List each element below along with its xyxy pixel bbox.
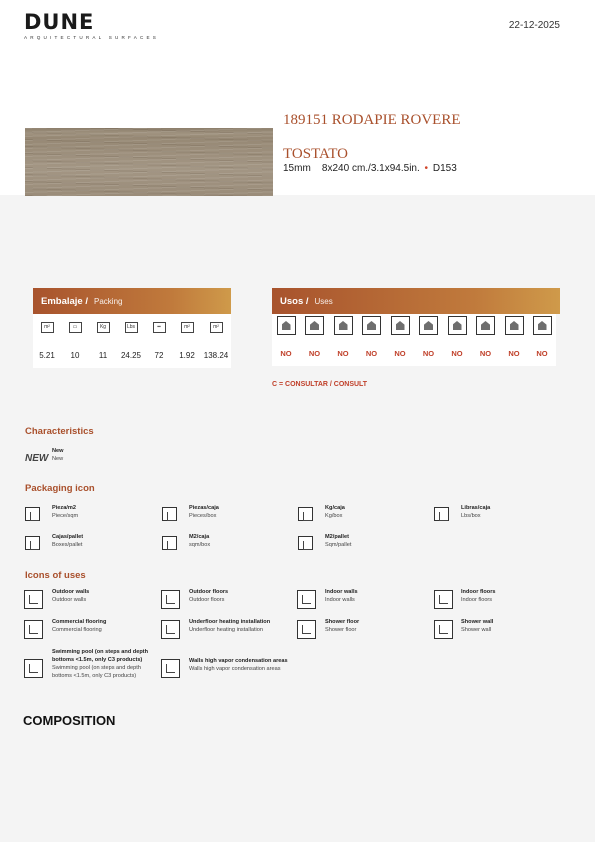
legend-item: Underfloor heating installation Underfloor heating installation [189, 619, 271, 633]
packing-item [145, 322, 173, 360]
legend-item: Cajas/pallet Boxes/pallet [52, 534, 84, 548]
packing-panel [33, 314, 231, 368]
boxes-per-pallet-icon: ▪▪ [153, 322, 166, 333]
legend-item: Outdoor floors Outdoor floors [189, 589, 229, 603]
m2-per-box-icon [162, 536, 177, 550]
use-item [415, 316, 443, 358]
underfloor-heating-icon [419, 316, 438, 335]
packing-item [89, 322, 117, 360]
indoor-floors-icon [362, 316, 381, 335]
consult-note: C = CONSULTAR / CONSULT [272, 381, 368, 388]
packing-value: 10 [70, 351, 80, 360]
legend-item: Commercial flooring Commercial flooring [52, 619, 107, 633]
commercial-flooring-icon [391, 316, 410, 335]
kg-per-box-icon [298, 507, 313, 521]
packing-value: 72 [154, 351, 164, 360]
new-label: New New [52, 448, 64, 462]
brand-subtitle: ARQUITECTURAL SURFACES [24, 35, 160, 40]
characteristics-heading: Characteristics [25, 426, 94, 437]
commercial-flooring-icon [24, 620, 43, 639]
packing-value: 11 [98, 351, 108, 360]
swimming-pool-icon [505, 316, 524, 335]
outdoor-walls-icon [24, 590, 43, 609]
use-value: NO [394, 349, 406, 358]
brand-name: DUNE [24, 10, 95, 34]
uses-panel-header [272, 288, 560, 314]
packing-title: Embalaje / [41, 295, 88, 307]
use-item [443, 316, 471, 358]
use-item [272, 316, 300, 358]
use-value: NO [536, 349, 548, 358]
legend-item: Shower floor Shower floor [325, 619, 360, 633]
vapor-condensation-icon [161, 659, 180, 678]
document-date: 22-12-2025 [508, 20, 560, 31]
use-value: NO [337, 349, 349, 358]
use-value: NO [422, 349, 435, 358]
use-value: NO [451, 349, 463, 358]
packaging-legend-heading: Packaging icon [25, 483, 95, 494]
legend-item: Pieza/m2 Piece/sqm [52, 505, 79, 519]
m2-per-pallet-icon: m² [210, 322, 223, 333]
lbs-per-box-icon [434, 507, 449, 521]
packing-value: 138.24 [203, 351, 229, 360]
packing-item [33, 322, 61, 360]
indoor-walls-icon [297, 590, 316, 609]
product-thickness: 15mm [283, 163, 311, 174]
separator-dot: • [424, 163, 429, 174]
swimming-pool-icon [24, 659, 43, 678]
use-item [358, 316, 386, 358]
pieces-per-box-icon [162, 507, 177, 521]
use-item [386, 316, 414, 358]
product-title [283, 103, 563, 171]
use-item [301, 316, 329, 358]
product-specs [283, 163, 457, 174]
new-badge: NEW [25, 453, 49, 464]
use-value: NO [280, 349, 292, 358]
use-value: NO [308, 349, 321, 358]
product-code: D153 [432, 163, 457, 174]
legend-item: Indoor walls Indoor walls [325, 589, 358, 603]
m2-per-pallet-icon [298, 536, 313, 550]
lbs-per-box-icon: Lbs [125, 322, 138, 333]
outdoor-floors-icon [161, 590, 180, 609]
packing-item [173, 322, 201, 360]
uses-legend-heading: Icons of uses [25, 570, 86, 581]
packing-item [117, 322, 145, 360]
packing-subtitle: Packing [94, 296, 123, 306]
use-value: NO [479, 349, 492, 358]
legend-item: Libras/caja Lbs/box [461, 505, 491, 519]
boxes-per-pallet-icon [25, 536, 40, 550]
use-value: NO [508, 349, 520, 358]
use-item [500, 316, 528, 358]
m2-per-box-icon: m² [181, 322, 194, 333]
shower-floor-icon [448, 316, 467, 335]
shower-floor-icon [297, 620, 316, 639]
legend-item: Shower wall Shower wall [461, 619, 494, 633]
legend-item: Walls high vapor condensation areas Walls high vapor condensation areas [189, 658, 288, 672]
shower-wall-icon [476, 316, 495, 335]
packing-value: 1.92 [179, 351, 195, 360]
indoor-walls-icon [334, 316, 353, 335]
legend-item: M2/caja sqm/box [189, 534, 211, 548]
packing-item [201, 322, 231, 360]
use-item [472, 316, 500, 358]
product-size: 8x240 cm./3.1x94.5in. [321, 163, 420, 174]
shower-wall-icon [434, 620, 453, 639]
vapor-condensation-icon [533, 316, 552, 335]
underfloor-heating-icon [161, 620, 180, 639]
outdoor-walls-icon [277, 316, 296, 335]
product-image [25, 128, 273, 196]
product-title-line2: TOSTATO [283, 146, 348, 162]
uses-title: Usos / [280, 295, 309, 307]
legend-item: Indoor floors Indoor floors [461, 589, 496, 603]
packing-item [61, 322, 89, 360]
brand-logo [24, 12, 159, 40]
use-item [329, 316, 357, 358]
uses-subtitle: Uses [314, 296, 333, 306]
legend-item: Swimming pool (on steps and depth bottoms <1.5m, only C3 products) Swimming pool (on steps and depth bottoms <1.5m, only C3 products) [52, 649, 149, 679]
pieces-per-m2-icon [25, 507, 40, 521]
legend-item: Kg/caja Kg/box [325, 505, 345, 519]
legend-item: Piezas/caja Pieces/box [189, 505, 219, 519]
packing-panel-header [33, 288, 231, 314]
use-item [528, 316, 556, 358]
outdoor-floors-icon [305, 316, 324, 335]
legend-item: M2/pallet Sqm/pallet [325, 534, 352, 548]
pieces-per-box-icon: ▭ [69, 322, 82, 333]
composition-heading: COMPOSITION [23, 713, 116, 728]
packing-value: 5.21 [39, 351, 55, 360]
indoor-floors-icon [434, 590, 453, 609]
pieces-per-m2-icon: m² [41, 322, 54, 333]
packing-value: 24.25 [120, 351, 142, 360]
use-value: NO [365, 349, 378, 358]
uses-panel [272, 314, 556, 366]
product-title-line1: 189151 RODAPIE ROVERE [283, 112, 461, 128]
legend-item: Outdoor walls Outdoor walls [52, 589, 90, 603]
kg-per-box-icon: Kg [97, 322, 110, 333]
